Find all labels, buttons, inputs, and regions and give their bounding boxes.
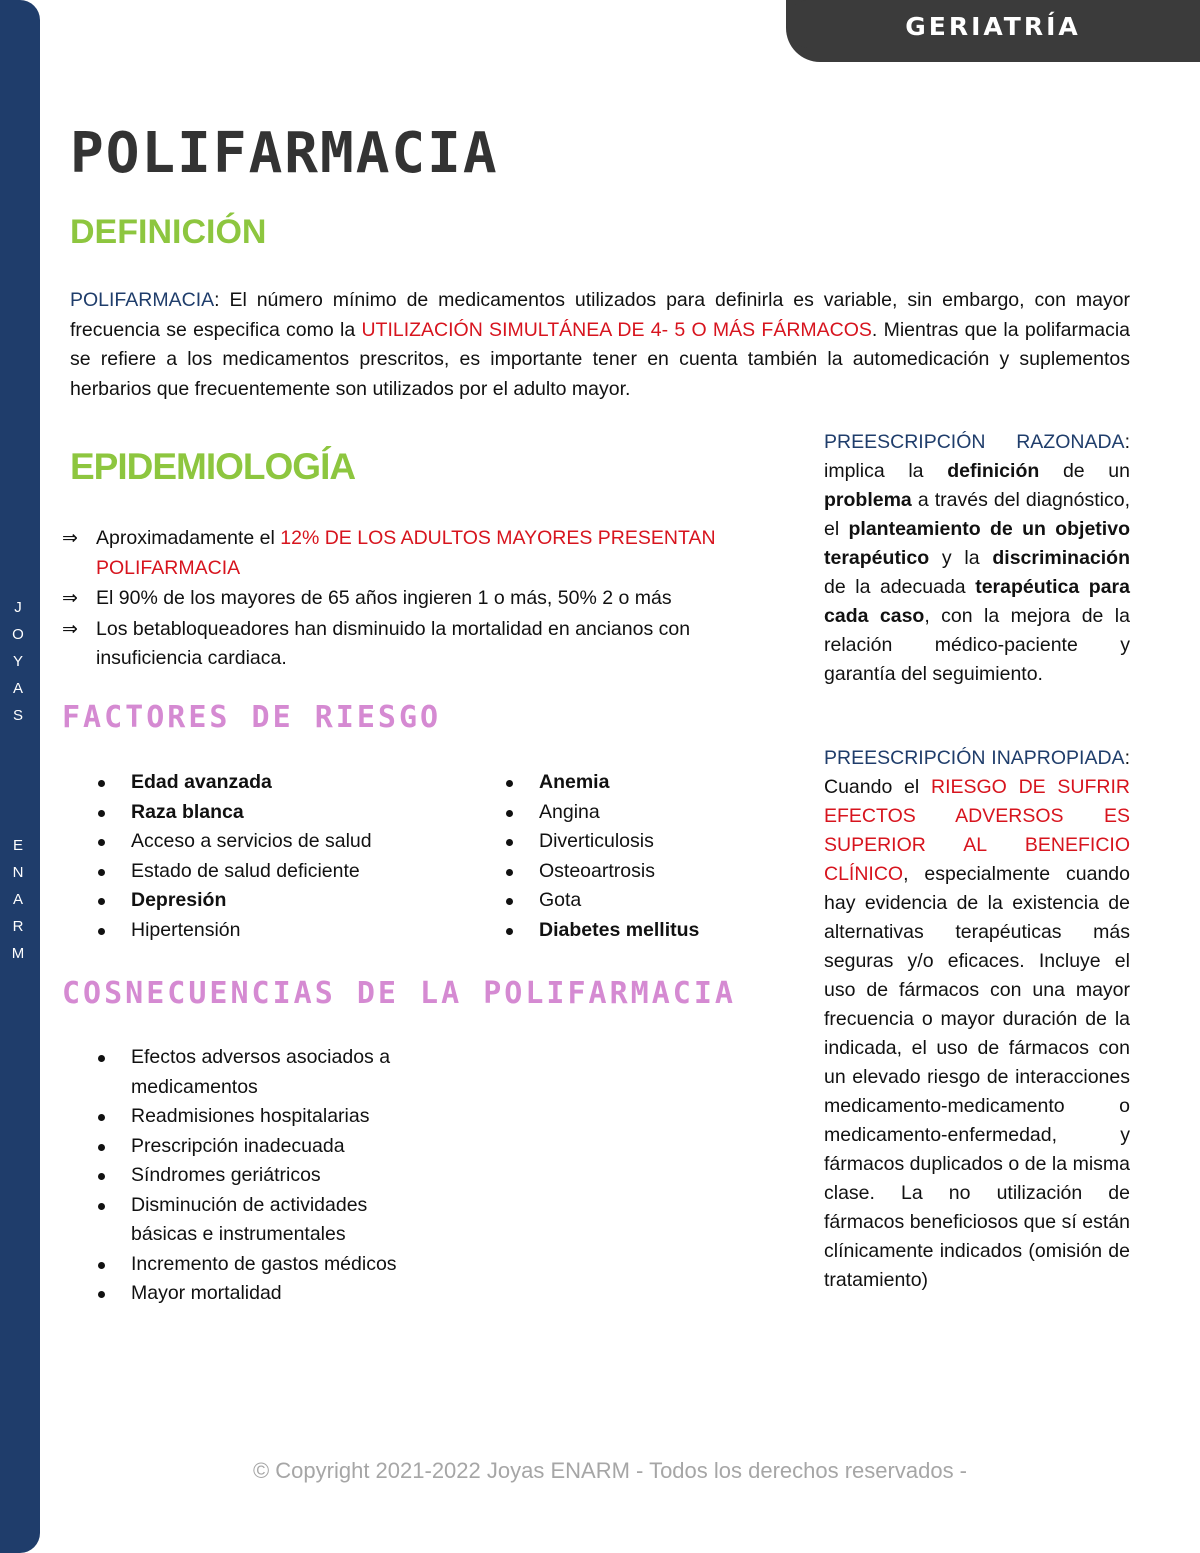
factor-text: Osteoartrosis	[539, 859, 655, 882]
definicion-text: : El número mínimo de medicamentos utilizados para definirla es variable, sin embargo, con mayor frecuencia se especifica como la	[70, 289, 1130, 341]
factores-list-left	[96, 768, 436, 945]
list-item	[96, 886, 436, 916]
paragraph-text: de un	[1039, 460, 1130, 482]
factor-text: Diverticulosis	[539, 830, 654, 852]
list-item	[96, 857, 436, 887]
factor-text: Estado de salud deficiente	[131, 859, 360, 882]
list-item-text: Efectos adversos asociados a medicamentos	[131, 1046, 391, 1098]
factor-text: Hipertensión	[131, 918, 241, 941]
bullet-icon	[506, 810, 513, 817]
list-item	[96, 916, 436, 946]
inapropiada-paragraph	[824, 744, 1130, 1295]
copyright-footer: © Copyright 2021-2022 Joyas ENARM - Todos los derechos reservados -	[252, 1458, 968, 1483]
bold-text: terapéutica para cada caso	[824, 576, 1130, 627]
section-tab	[786, 0, 1200, 62]
sidebar-letter: A	[12, 680, 23, 697]
sidebar-letter: E	[12, 837, 23, 854]
list-item	[504, 768, 844, 798]
definicion-text: . Mientras que la polifarmacia se refiere a los medicamentos prescritos, es importante tener en cuenta también la automedicación y suplementos herbarios que frecuentemente son utilizados por el adulto mayor.	[70, 318, 1130, 400]
list-item-text: Los betabloqueadores han disminuido la mortalidad en ancianos con insuficiencia cardiaca.	[96, 617, 691, 669]
sidebar-letter: M	[11, 945, 25, 962]
bullet-icon	[98, 1262, 105, 1269]
bullet-icon	[506, 839, 513, 846]
bullet-icon	[98, 898, 105, 905]
bullet-icon	[98, 1144, 105, 1151]
bullet-icon	[506, 898, 513, 905]
arrow-icon: ⇒	[62, 527, 78, 549]
paragraph-text: a través del diagnóstico, el	[824, 489, 1130, 540]
list-item-text: Mayor mortalidad	[131, 1282, 282, 1304]
bold-text: definición	[947, 460, 1040, 482]
bullet-icon	[98, 1291, 105, 1298]
consecuencias-heading: COSNECUENCIAS DE LA POLIFARMACIA	[62, 976, 736, 1011]
factor-text: Raza blanca	[131, 800, 244, 823]
razonada-paragraph	[824, 428, 1130, 689]
list-item	[96, 1043, 416, 1102]
bold-text: problema	[824, 489, 912, 511]
razonada-term: PREESCRIPCIÓN RAZONADA	[824, 431, 1125, 453]
sidebar-word-joyas	[0, 594, 36, 729]
sidebar-word-enarm	[0, 832, 36, 967]
list-item	[96, 827, 436, 857]
definicion-term: POLIFARMACIA	[70, 289, 215, 311]
list-item	[504, 827, 844, 857]
list-item	[96, 1279, 416, 1309]
bullet-icon	[98, 839, 105, 846]
section-label: GERIATRÍA	[905, 12, 1081, 41]
factor-text: Gota	[539, 889, 582, 911]
definicion-paragraph	[70, 286, 1130, 404]
epidemiologia-heading: EPIDEMIOLOGÍA	[70, 446, 356, 487]
bold-text: planteamiento de un objetivo terapéutico	[824, 518, 1130, 569]
factor-text: Angina	[539, 800, 600, 823]
list-item	[504, 886, 844, 916]
list-item	[96, 1132, 416, 1162]
paragraph-text: , especialmente cuando hay evidencia de la existencia de alternativas terapéuticas más seguras y/o eficaces. Incluye el uso de fármacos con una mayor frecuencia o mayor duración de la indicada, el uso de fármacos con un elevado riesgo de interacciones medicamento-medicamento o medicamento-enfermedad, y fármacos duplicados o de la misma clase. La no utilización de fármacos beneficiosos que sí están clínicamente indicados (omisión de tratamiento)	[824, 863, 1130, 1291]
list-item-text: Síndromes geriátricos	[131, 1164, 321, 1186]
sidebar-letter: A	[12, 891, 23, 908]
epidemiologia-list	[62, 524, 782, 675]
factor-text: Anemia	[539, 771, 610, 793]
factores-list-right	[504, 768, 844, 945]
bullet-icon	[98, 780, 105, 787]
list-item	[96, 768, 436, 798]
sidebar-letter: S	[12, 707, 23, 724]
punctuation: :	[1124, 747, 1130, 769]
list-item	[504, 798, 844, 828]
bullet-icon	[98, 928, 105, 935]
list-item-text: Incremento de gastos médicos	[131, 1252, 397, 1275]
sidebar-letter: N	[12, 864, 24, 881]
arrow-icon: ⇒	[62, 587, 78, 609]
list-item	[96, 798, 436, 828]
sidebar-letter: J	[14, 599, 22, 616]
factor-text: Edad avanzada	[131, 771, 272, 793]
list-item-text: Aproximadamente el	[96, 527, 281, 549]
bullet-icon	[98, 810, 105, 817]
sidebar-letter: Y	[12, 653, 23, 670]
list-item-text: Disminución de actividades básicas e instrumentales	[131, 1193, 368, 1245]
arrow-icon: ⇒	[62, 617, 78, 640]
inapropiada-highlight: RIESGO DE SUFRIR EFECTOS ADVERSOS ES SUPERIOR AL BENEFICIO CLÍNICO	[824, 776, 1130, 885]
list-item	[96, 1250, 416, 1280]
list-item	[62, 524, 782, 583]
definicion-highlight: UTILIZACIÓN SIMULTÁNEA DE 4- 5 O MÁS FÁRMACOS	[361, 318, 872, 341]
list-item-text: Prescripción inadecuada	[131, 1134, 345, 1157]
list-item	[62, 584, 782, 614]
bullet-icon	[506, 869, 513, 876]
bullet-icon	[506, 780, 513, 787]
inapropiada-term: PREESCRIPCIÓN INAPROPIADA	[824, 747, 1125, 769]
bullet-icon	[506, 928, 513, 935]
list-item	[96, 1161, 416, 1191]
paragraph-text: de la adecuada	[824, 576, 976, 598]
sidebar-letter: R	[12, 918, 24, 935]
bullet-icon	[98, 1173, 105, 1180]
bullet-icon	[98, 1055, 105, 1062]
paragraph-text: implica la	[824, 460, 948, 482]
list-item	[504, 916, 844, 946]
punctuation: :	[1124, 431, 1130, 453]
factor-text: Diabetes mellitus	[539, 918, 700, 941]
paragraph-text: y la	[929, 547, 993, 569]
bullet-icon	[98, 869, 105, 876]
sidebar-letter: O	[12, 626, 24, 643]
factor-text: Acceso a servicios de salud	[131, 830, 372, 852]
sidebar	[0, 0, 40, 1553]
epidemiologia-highlight: 12% DE LOS ADULTOS MAYORES PRESENTAN POLIFARMACIA	[96, 527, 716, 579]
bullet-icon	[98, 1203, 105, 1210]
list-item	[96, 1102, 416, 1132]
bold-text: discriminación	[992, 547, 1130, 569]
consecuencias-list	[96, 1043, 416, 1309]
paragraph-text: Cuando el	[824, 776, 931, 798]
list-item	[62, 615, 782, 674]
factor-text: Depresión	[131, 889, 227, 911]
list-item	[504, 857, 844, 887]
page-title: POLIFARMACIA	[70, 121, 499, 186]
bullet-icon	[98, 1114, 105, 1121]
factores-heading: FACTORES DE RIESGO	[62, 700, 442, 735]
definicion-heading: DEFINICIÓN	[70, 213, 267, 251]
list-item-text: Readmisiones hospitalarias	[131, 1105, 370, 1127]
paragraph-text: , con la mejora de la relación médico-paciente y garantía del seguimiento.	[824, 605, 1130, 685]
list-item-text: El 90% de los mayores de 65 años ingieren 1 o más, 50% 2 o más	[96, 587, 672, 609]
list-item	[96, 1191, 416, 1250]
